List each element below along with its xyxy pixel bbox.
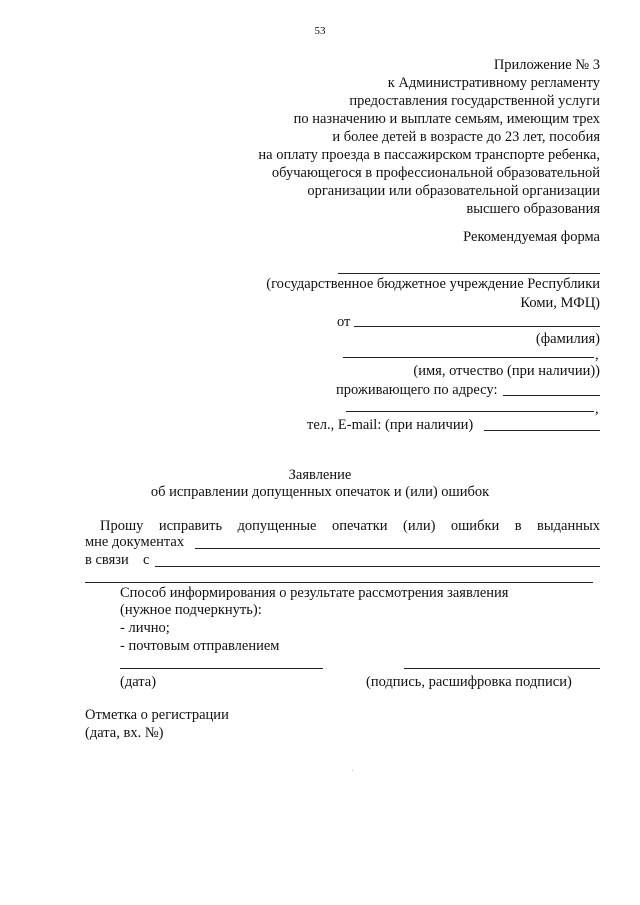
request-word: (или) [403,518,436,534]
request-word: в [514,518,522,534]
recommended-form-label: Рекомендуемая форма [463,229,600,245]
contacts-line [484,430,600,431]
comma: , [595,347,599,363]
request-word: Прошу [100,518,144,534]
registration-details: (дата, вх. №) [85,725,164,741]
address-line-2 [346,411,594,412]
reason-line-2 [85,582,593,583]
appendix-line: предоставления государственной услуги [349,93,600,109]
request-word: ошибки [450,518,500,534]
reason-line-1 [155,566,600,567]
document-subtitle: об исправлении допущенных опечаток и (или) ошибок [150,484,490,500]
appendix-line: по назначению и выплате семьям, имеющим трех [293,111,600,127]
documents-label: мне документах [85,534,185,550]
notification-option-personal: - лично; [120,620,170,636]
notification-heading: Способ информирования о результате рассмотрения заявления [120,585,509,601]
surname-caption: (фамилия) [535,331,600,347]
appendix-line: организации или образовательной организации [307,183,600,199]
appendix-line: на оплату проезда в пассажирском транспорте ребенка, [258,147,600,163]
date-line [120,668,323,669]
name-caption: (имя, отчество (при наличии)) [413,363,600,379]
from-label: от [337,314,351,330]
name-line [343,357,594,358]
reason-label: с [143,552,150,568]
reason-label: в связи [85,552,129,568]
institution-caption-1: (государственное бюджетное учреждение Республики [266,276,600,292]
comma: , [595,401,599,417]
registration-label: Отметка о регистрации [85,707,229,723]
appendix-line: и более детей в возрасте до 23 лет, пособия [332,129,600,145]
document-title: Заявление [288,467,352,483]
request-word: допущенные [237,518,317,534]
appendix-line: Приложение № 3 [493,57,600,73]
institution-line [338,273,600,274]
signature-line [404,668,600,669]
page-number: 53 [314,25,326,37]
appendix-line: обучающегося в профессиональной образовательной [271,165,600,181]
date-caption: (дата) [120,674,157,690]
request-word: исправить [158,518,223,534]
surname-line [354,326,600,327]
notification-option-post: - почтовым отправлением [120,638,280,654]
contacts-label: тел., E-mail: (при наличии) [307,417,474,433]
address-line-1 [503,395,600,396]
institution-caption-2: Коми, МФЦ) [520,295,600,311]
request-word: опечатки [331,518,388,534]
address-label: проживающего по адресу: [336,382,498,398]
signature-caption: (подпись, расшифровка подписи) [366,674,572,690]
request-word: выданных [537,518,600,534]
notification-instruction: (нужное подчеркнуть): [120,602,262,618]
appendix-line: к Административному регламенту [387,75,600,91]
documents-line [195,548,600,549]
scan-speck [352,770,353,771]
appendix-line: высшего образования [466,201,600,217]
